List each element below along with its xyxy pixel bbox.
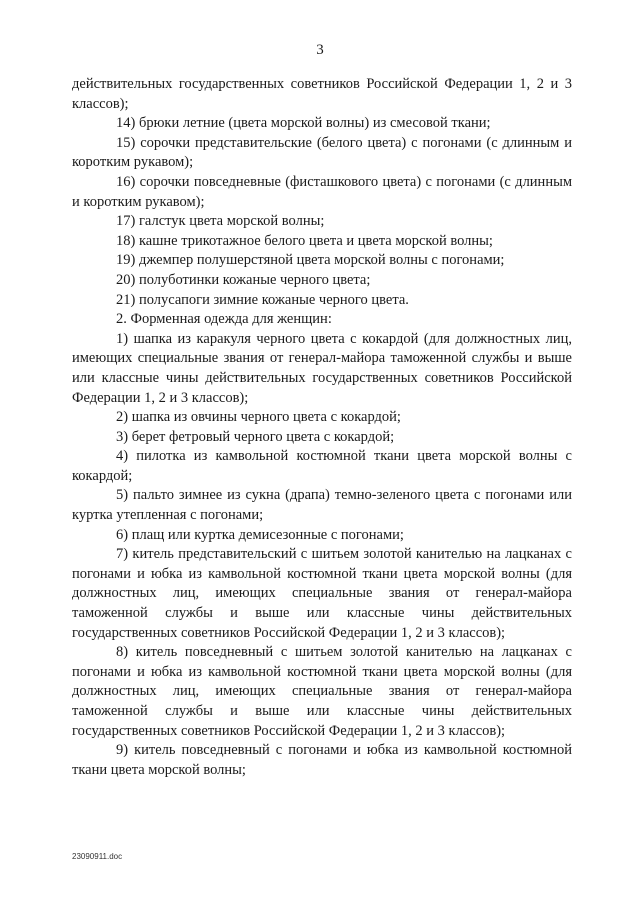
paragraph: 19) джемпер полушерстяной цвета морской волны с погонами;: [116, 252, 505, 269]
paragraph: 2) шапка из овчины черного цвета с кокардой;: [116, 409, 401, 426]
paragraph: 9) китель повседневный с погонами и юбка из камвольной костюмной ткани цвета морской волны;: [72, 742, 572, 778]
paragraph: 6) плащ или куртка демисезонные с погонами;: [116, 526, 404, 543]
paragraph: 20) полуботинки кожаные черного цвета;: [116, 271, 371, 288]
document-body: [72, 75, 572, 780]
paragraph: 3) берет фетровый черного цвета с кокардой;: [116, 428, 395, 445]
paragraph: 5) пальто зимнее из сукна (драпа) темно-зеленого цвета с погонами или куртка утепленная с погонами;: [72, 487, 572, 524]
paragraph: 17) галстук цвета морской волны;: [116, 213, 325, 230]
paragraph: 21) полусапоги зимние кожаные черного цвета.: [116, 291, 409, 308]
paragraph: действительных государственных советников Российской Федерации 1, 2 и 3 классов);: [72, 76, 572, 112]
paragraph: 1) шапка из каракуля черного цвета с кокардой (для должностных лиц, имеющих специальные звания от генерал-майора таможенной службы и выше или классные чины действительных государственных советников Российской Федерации 1, 2 и 3 классов);: [72, 330, 572, 406]
document-file-id: 23090911.doc: [72, 852, 123, 861]
paragraph: 14) брюки летние (цвета морской волны) из смесовой ткани;: [116, 115, 491, 132]
page-number: 3: [316, 42, 324, 58]
section-heading: 2. Форменная одежда для женщин:: [116, 311, 332, 328]
paragraph: 18) кашне трикотажное белого цвета и цвета морской волны;: [116, 232, 493, 249]
paragraph: 15) сорочки представительские (белого цвета) с погонами (с длинным и коротким рукавом);: [72, 134, 572, 171]
paragraph: 4) пилотка из камвольной костюмной ткани цвета морской волны с кокардой;: [72, 448, 572, 484]
paragraph: 16) сорочки повседневные (фисташкового цвета) с погонами (с длинным и коротким рукавом);: [72, 173, 572, 210]
paragraph: 8) китель повседневный с шитьем золотой канителью на лацканах с погонами и юбка из камвольной костюмной ткани цвета морской волны (для должностных лиц, имеющих специальные звания от генерал-майора таможенной службы и выше или классные чины действительных государственных советников Российской Федерации 1, 2 и 3 классов);: [72, 644, 572, 739]
paragraph: 7) китель представительский с шитьем золотой канителью на лацканах с погонами и юбка из камвольной костюмной ткани цвета морской волны (для должностных лиц, имеющих специальные звания от генерал-майора таможенной службы и выше или классные чины действительных государственных советников Российской Федерации 1, 2 и 3 классов);: [72, 546, 572, 641]
